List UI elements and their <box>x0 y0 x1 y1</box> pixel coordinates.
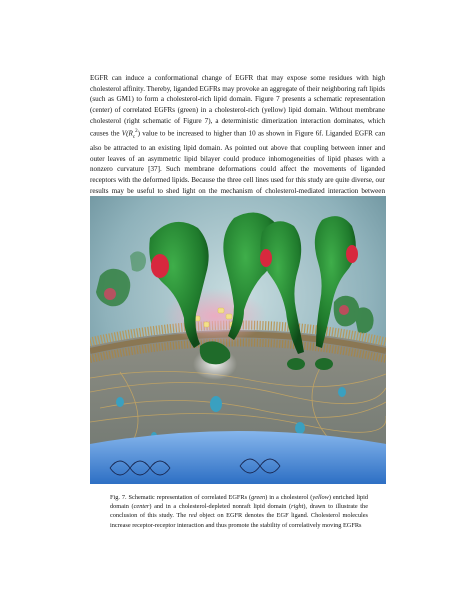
egf-ligand-right-right <box>346 245 358 263</box>
caption-text-1: Schematic representation of correlated EGFRs ( <box>126 494 252 501</box>
caption-red: red <box>188 512 197 520</box>
caption-green: green <box>251 494 266 501</box>
egfr-right-kinase-left <box>287 358 305 370</box>
caption-right: right <box>291 503 304 511</box>
figure-7-svg <box>90 196 386 484</box>
caption-text-3: ) enriched lipid domain ( <box>110 494 369 511</box>
body-paragraph-text <box>90 73 385 207</box>
math-superscript: 2 <box>135 128 138 134</box>
math-subscript: c <box>132 134 136 140</box>
caption-label: Fig. 7. <box>110 494 127 501</box>
egf-ligand-right-left <box>260 249 272 267</box>
caption-text-6: object on EGFR denotes the EGF ligand. Cholesterol molecules increase receptor-receptor interaction and thus promote the stability of correlatively moving EGFRs <box>110 512 368 529</box>
egfr-right-kinase-right <box>315 358 333 370</box>
caption-text-4: ) and in a cholesterol-depleted nonraft lipid domain ( <box>149 503 292 511</box>
caption-yellow: yellow <box>312 494 329 501</box>
body-text-part1: EGFR can induce a conformational change of EGFR that may expose some residues with high cholesterol affinity. Thereby, liganded EGFRs may provoke an aggregate of their neighboring raft lipids (such as GM1) to form a cholesterol-rich lipid domain. Figure 7 presents a schematic representation (center) of correlated EGFRs (green) in a cholesterol-rich (yellow) lipid domain. Without membrane cholesterol (right schematic of Figure 7), a deterministic dimerization interaction dominates, which causes the <box>90 74 385 137</box>
math-close: ) <box>137 128 140 137</box>
nucleus <box>90 431 386 484</box>
caption-center: center <box>133 503 150 511</box>
caption-text-2: ) in a cholesterol ( <box>265 494 313 501</box>
figure-caption-text <box>110 493 368 530</box>
body-text-part2: value to be increased to higher than 10 as shown in Figure 6f. Liganded EGFR can also be attracted to an existing lipid domain. As pointed out above that coupling between inner and outer leaves of an asymmetric lipid bilayer could produce inhomogeneities of lipid phases with a nonzero curvature [37]. Such membrane deformations could affect the movements of liganded receptors with the deformed lipids. Because the three cell lines used for this study are quite diverse, our results may be useful to shed light on the mechanism of cholesterol-mediated interaction between <box>90 128 385 195</box>
figure-7-illustration <box>90 196 386 484</box>
figure-caption <box>110 493 368 530</box>
math-symbol: V(R <box>121 128 133 137</box>
body-paragraph <box>90 73 385 207</box>
caption-text-5: ), drawn to illustrate the conclusion of this study. The <box>110 503 369 520</box>
egf-ligand-center-left <box>151 254 169 278</box>
